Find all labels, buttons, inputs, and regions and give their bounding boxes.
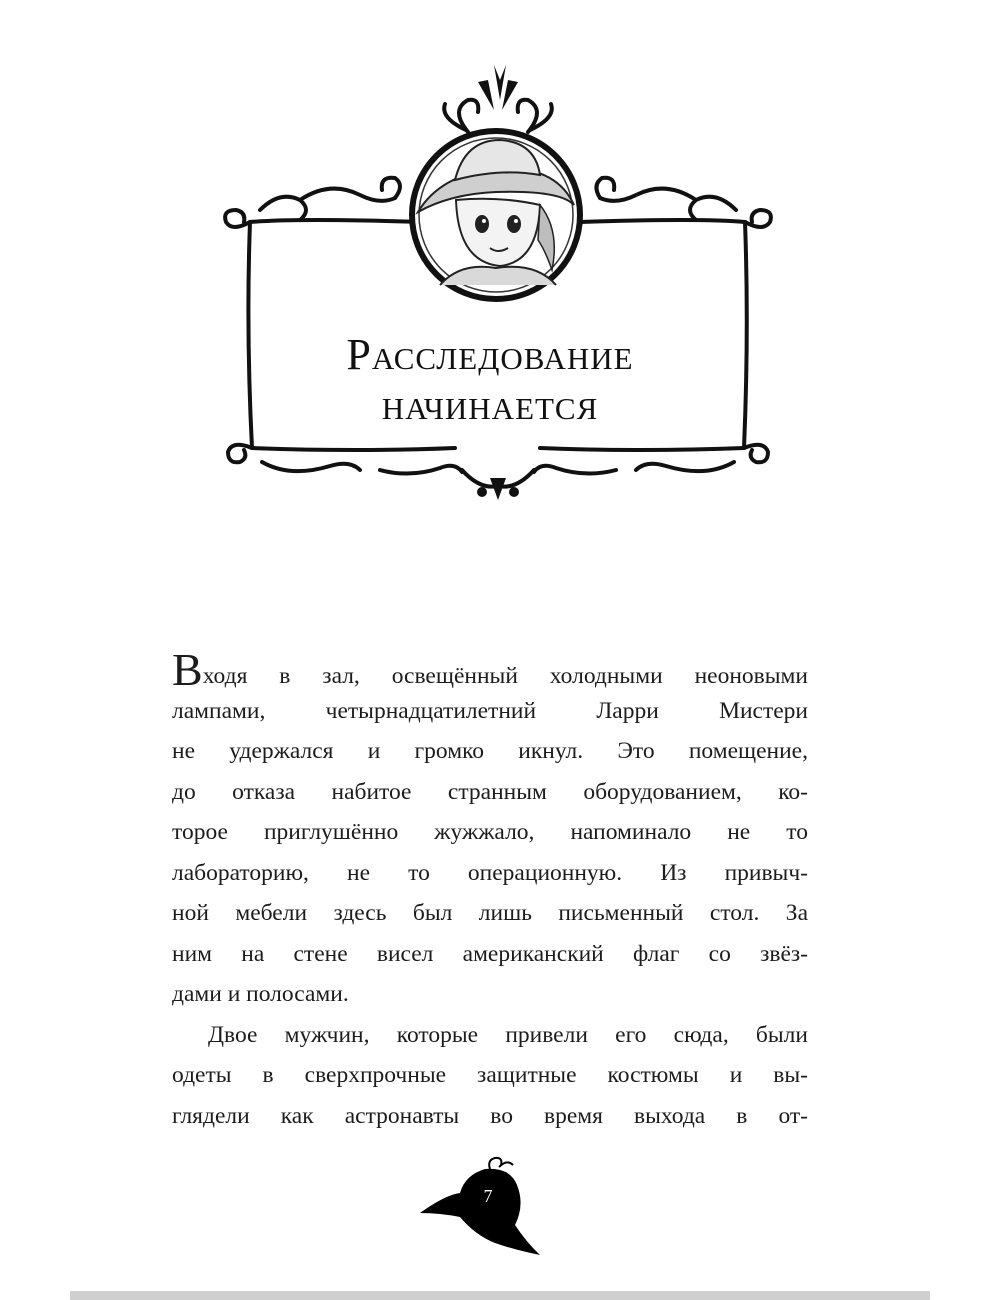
chapter-title (250, 330, 730, 430)
bottom-scrollbar[interactable] (70, 1291, 930, 1300)
text-line: одеты в сверхпрочные защитные костюмы и вы- (172, 1062, 808, 1088)
chapter-title-line-1: Расследование (346, 330, 634, 379)
text-line: лампами, четырнадцатилетний Ларри Мистери (172, 697, 808, 724)
hat-silhouette-icon (415, 1155, 545, 1260)
text-line: ним на стене висел американский флаг со звёз- (172, 940, 808, 967)
text-line: до отказа набитое странным оборудованием, ко- (172, 778, 808, 805)
text-line: лабораторию, не то операционную. Из привыч- (172, 859, 808, 886)
text-line: глядели как астронавты во время выхода в от- (172, 1102, 808, 1129)
text-line: Двое мужчин, которые привели его сюда, были (208, 1021, 808, 1048)
text-line: дами и полосами. (172, 981, 349, 1007)
chapter-title-line-2: начинается (381, 380, 599, 429)
text-line: ной мебели здесь был лишь письменный стол. За (172, 900, 808, 926)
text-line: торое приглушённо жужжало, напоминало не то (172, 819, 808, 845)
text-line: Входя в зал, освещённый холодными неоновыми (172, 644, 808, 695)
drop-cap: В (172, 644, 203, 695)
body-text (172, 644, 808, 1136)
portrait-medallion (412, 131, 580, 299)
page-number: 7 (483, 1186, 493, 1206)
ornamental-frame (0, 0, 1000, 520)
text-line: не удержался и громко икнул. Это помещение, (172, 738, 808, 764)
